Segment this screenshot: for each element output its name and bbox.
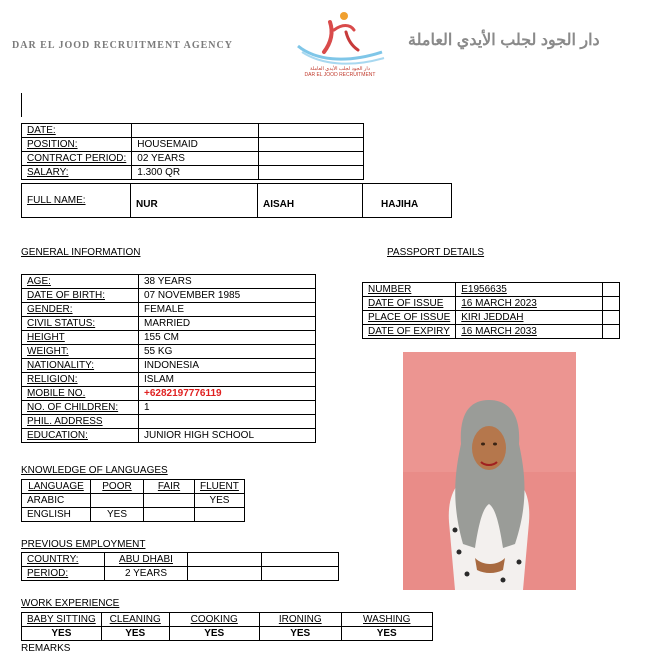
- passport-label: NUMBER: [363, 283, 456, 297]
- info-value: 1: [139, 401, 316, 415]
- country-value: ABU DHABI: [105, 553, 188, 567]
- salary-value: 1.300 QR: [132, 166, 259, 180]
- info-value: 155 CM: [139, 331, 316, 345]
- period-value: 2 YEARS: [105, 567, 188, 581]
- empty-cell: [603, 325, 620, 339]
- passport-value: 16 MARCH 2023: [456, 297, 603, 311]
- work-skill-value: YES: [341, 627, 432, 641]
- work-experience-title: WORK EXPERIENCE: [21, 598, 120, 609]
- table-row: [22, 401, 316, 415]
- info-label: DATE OF BIRTH:: [22, 289, 139, 303]
- full-name-label: FULL NAME:: [22, 184, 131, 218]
- date-label: DATE:: [22, 124, 132, 138]
- work-skill-header: WASHING: [341, 613, 432, 627]
- work-skill-value: YES: [169, 627, 259, 641]
- candidate-photo: [403, 352, 576, 590]
- languages-table: [21, 479, 245, 522]
- table-row: [22, 359, 316, 373]
- empty-cell: [188, 553, 262, 567]
- work-skill-header: IRONING: [259, 613, 341, 627]
- info-value: INDONESIA: [139, 359, 316, 373]
- language-name: ENGLISH: [22, 508, 91, 522]
- text-cursor: [21, 93, 22, 117]
- person-photo-icon: [403, 352, 576, 590]
- period-label: PERIOD:: [22, 567, 105, 581]
- table-row: [22, 494, 245, 508]
- table-row: [22, 345, 316, 359]
- info-label: HEIGHT: [22, 331, 139, 345]
- logo-text-ar: دار الجود لجلب الأيدي العاملة: [310, 66, 370, 72]
- table-row: [22, 275, 316, 289]
- info-label: NO. OF CHILDREN:: [22, 401, 139, 415]
- agency-name-en: DAR EL JOOD RECRUITMENT AGENCY: [12, 40, 233, 51]
- passport-label: PLACE OF ISSUE: [363, 311, 456, 325]
- first-name: NUR: [131, 184, 258, 218]
- logo-icon: [290, 8, 390, 68]
- language-level: YES: [195, 494, 245, 508]
- info-value: ISLAM: [139, 373, 316, 387]
- language-header: FLUENT: [195, 480, 245, 494]
- empty-cell: [262, 553, 339, 567]
- date-value: [132, 124, 259, 138]
- employment-table: [21, 552, 339, 581]
- language-level: [144, 508, 195, 522]
- table-row: [22, 317, 316, 331]
- mobile-number: +6282197776119: [139, 387, 316, 401]
- table-row: [363, 297, 620, 311]
- previous-employment-title: PREVIOUS EMPLOYMENT: [21, 539, 146, 550]
- passport-details-title: PASSPORT DETAILS: [387, 247, 485, 258]
- country-label: COUNTRY:: [22, 553, 105, 567]
- table-row: [22, 166, 364, 180]
- work-skill-header: CLEANING: [101, 613, 169, 627]
- info-value: [139, 415, 316, 429]
- position-value: HOUSEMAID: [132, 138, 259, 152]
- agency-logo: [290, 8, 390, 80]
- info-value: 55 KG: [139, 345, 316, 359]
- table-row: [22, 480, 245, 494]
- empty-cell: [262, 567, 339, 581]
- empty-cell: [259, 152, 364, 166]
- info-label: RELIGION:: [22, 373, 139, 387]
- full-name-table: [21, 183, 452, 218]
- table-row: [22, 184, 452, 218]
- empty-cell: [603, 297, 620, 311]
- table-row: [363, 283, 620, 297]
- passport-table: [362, 282, 620, 339]
- passport-value: 16 MARCH 2033: [456, 325, 603, 339]
- info-label: GENDER:: [22, 303, 139, 317]
- language-level: [195, 508, 245, 522]
- passport-value: KIRI JEDDAH: [456, 311, 603, 325]
- table-row: [22, 553, 339, 567]
- work-experience-table: [21, 612, 433, 641]
- language-header: FAIR: [144, 480, 195, 494]
- info-label: NATIONALITY:: [22, 359, 139, 373]
- info-label: WEIGHT:: [22, 345, 139, 359]
- empty-cell: [259, 124, 364, 138]
- info-label: MOBILE NO.: [22, 387, 139, 401]
- work-skill-value: YES: [22, 627, 102, 641]
- table-row: [363, 325, 620, 339]
- passport-label: DATE OF ISSUE: [363, 297, 456, 311]
- table-row: [22, 138, 364, 152]
- logo-text-en: DAR EL JOOD RECRUITMENT: [304, 72, 376, 78]
- remarks-label: REMARKS: [21, 643, 71, 654]
- table-row: [22, 152, 364, 166]
- salary-label: SALARY:: [22, 166, 132, 180]
- info-value: MARRIED: [139, 317, 316, 331]
- empty-cell: [259, 138, 364, 152]
- table-row: [22, 124, 364, 138]
- table-row: [22, 627, 433, 641]
- table-row: [22, 289, 316, 303]
- info-value: 07 NOVEMBER 1985: [139, 289, 316, 303]
- contract-period-value: 02 YEARS: [132, 152, 259, 166]
- info-label: CIVIL STATUS:: [22, 317, 139, 331]
- languages-title: KNOWLEDGE OF LANGUAGES: [21, 465, 168, 476]
- table-row: [22, 373, 316, 387]
- info-value: FEMALE: [139, 303, 316, 317]
- table-row: [22, 303, 316, 317]
- language-name: ARABIC: [22, 494, 91, 508]
- work-skill-header: COOKING: [169, 613, 259, 627]
- table-row: [22, 387, 316, 401]
- passport-value: E1956635: [456, 283, 603, 297]
- table-row: [363, 311, 620, 325]
- language-header: LANGUAGE: [22, 480, 91, 494]
- empty-cell: [259, 166, 364, 180]
- general-info-title: GENERAL INFORMATION: [21, 247, 141, 258]
- contract-period-label: CONTRACT PERIOD:: [22, 152, 132, 166]
- table-row: [22, 331, 316, 345]
- work-skill-value: YES: [259, 627, 341, 641]
- table-row: [22, 429, 316, 443]
- job-details-table: [21, 123, 364, 180]
- table-row: [22, 567, 339, 581]
- language-header: POOR: [91, 480, 144, 494]
- last-name: HAJIHA: [363, 184, 452, 218]
- table-row: [22, 613, 433, 627]
- empty-cell: [603, 311, 620, 325]
- info-value: 38 YEARS: [139, 275, 316, 289]
- general-info-table: [21, 274, 316, 443]
- middle-name: AISAH: [258, 184, 363, 218]
- table-row: [22, 508, 245, 522]
- language-level: YES: [91, 508, 144, 522]
- agency-name-ar: دار الجود لجلب الأيدي العاملة: [408, 32, 600, 49]
- work-skill-value: YES: [101, 627, 169, 641]
- empty-cell: [603, 283, 620, 297]
- position-label: POSITION:: [22, 138, 132, 152]
- info-label: EDUCATION:: [22, 429, 139, 443]
- info-label: PHIL. ADDRESS: [22, 415, 139, 429]
- info-value: JUNIOR HIGH SCHOOL: [139, 429, 316, 443]
- work-skill-header: BABY SITTING: [22, 613, 102, 627]
- passport-label: DATE OF EXPIRY: [363, 325, 456, 339]
- info-label: AGE:: [22, 275, 139, 289]
- language-level: [144, 494, 195, 508]
- empty-cell: [188, 567, 262, 581]
- language-level: [91, 494, 144, 508]
- table-row: [22, 415, 316, 429]
